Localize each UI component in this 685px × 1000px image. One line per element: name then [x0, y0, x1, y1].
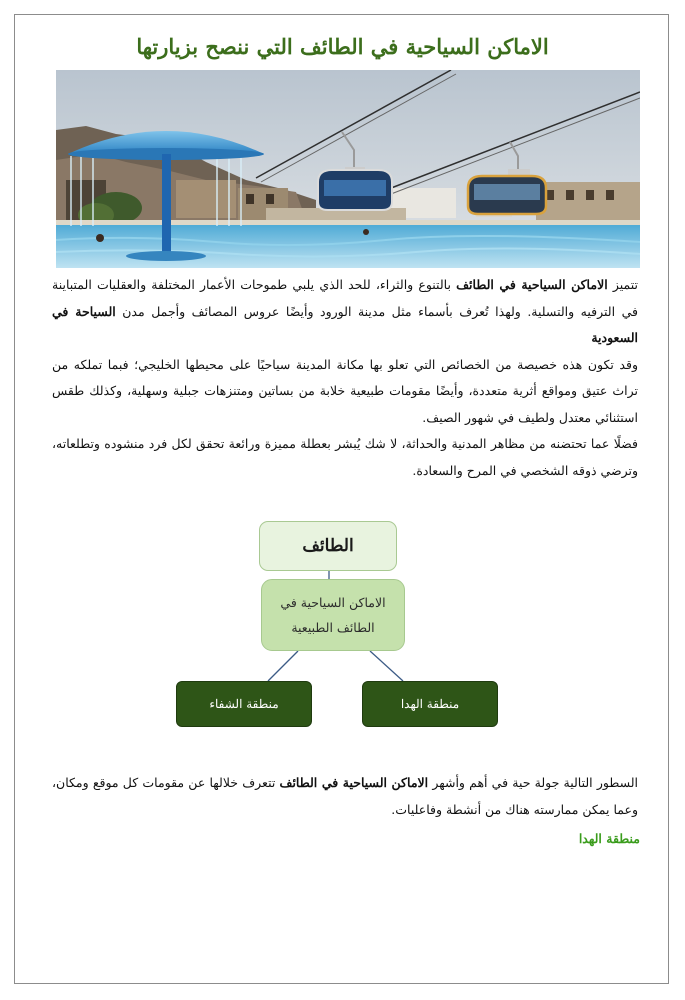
page-title: الاماكن السياحية في الطائف التي ننصح بزيارتها: [136, 34, 549, 59]
diagram-middle-node: الاماكن السياحية في الطائف الطبيعية: [261, 579, 405, 651]
intro-p1-pre: تتميز: [612, 277, 638, 292]
diagram-root-node: الطائف: [259, 521, 397, 571]
taif-cable-car-photo: [56, 70, 640, 268]
outro-text: [52, 770, 638, 823]
section-heading-hada: منطقة الهدا: [578, 831, 640, 846]
intro-paragraph-1: [52, 272, 638, 352]
connector-middle-left: [268, 651, 298, 681]
hierarchy-diagram: [170, 518, 510, 734]
outro-paragraph: [52, 770, 638, 823]
outro-pre: السطور التالية جولة حية في أهم وأشهر: [432, 775, 639, 790]
intro-p1-mid: بالتنوع والثراء، للحد الذي يلبي طموحات الأعمار المختلفة والعقليات المتباينة في الترفيه والتسلية. ولهذا تُعرف بأسماء مثل مدينة الورود وأيضًا عروس المصائف وأجمل مدن: [52, 277, 638, 319]
intro-paragraph-2: وقد تكون هذه خصيصة من الخصائص التي تعلو بها مكانة المدينة سياحيًا على محيطها الخليجي؛ فبما تملكه من تراث عتيق ومواقع أثرية متعددة، وأيضًا مقومات طبيعية خلابة من بساتين ومتنزهات جبلية وسهلية، وكذلك طقس استثنائي معتدل ولطيف في شهور الصيف.: [52, 356, 638, 425]
outro-strong: الاماكن السياحية في الطائف: [279, 775, 429, 790]
intro-paragraph-3: فضلًا عما تحتضنه من مظاهر المدنية والحداثة، لا شك يُبشر بعطلة مميزة ورائعة تحقق لكل فرد منشوده وتطلعاته، وترضي ذوقه الشخصي في المرح والسعادة.: [52, 436, 638, 478]
outro-post: تتعرف خلالها عن مقومات كل موقع ومكان، وعما يمكن ممارسته هناك من أنشطة وفاعليات.: [52, 775, 638, 817]
connector-middle-right: [370, 651, 403, 681]
intro-p1-strong1: الاماكن السياحية في الطائف: [456, 277, 608, 292]
diagram-leaf-shifa: منطقة الشفاء: [176, 681, 312, 727]
intro-text: [52, 272, 638, 484]
intro-p1-strong2: السياحة في السعودية: [52, 303, 638, 345]
diagram-leaf-hada: منطقة الهدا: [362, 681, 498, 727]
